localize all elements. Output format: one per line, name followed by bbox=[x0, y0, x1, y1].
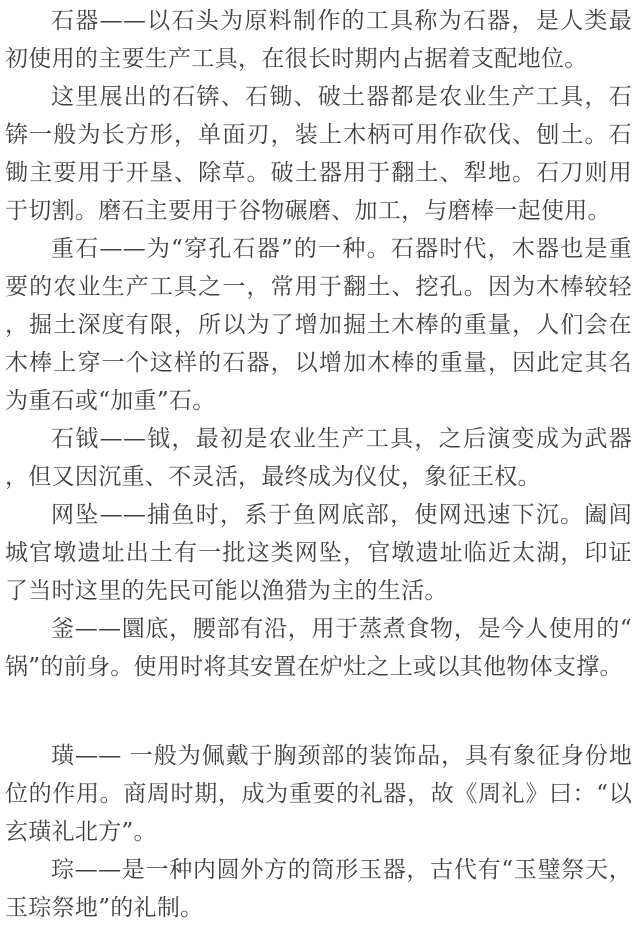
paragraph-stone-tools-definition: 石器——以石头为原料制作的工具称为石器，是人类最初使用的主要生产工具，在很长时期内占据着支配地位。 bbox=[5, 8, 632, 72]
paragraph-huang-pendant: 璜—— 一般为佩戴于胸颈部的装饰品，具有象征身份地位的作用。商周时期，成为重要的礼器，故《周礼》曰：“以玄璜礼北方”。 bbox=[5, 743, 632, 845]
paragraph-stone-yue-axe: 石钺——钺，最初是农业生产工具，之后演变成为武器，但又因沉重、不灵活，最终成为仪仗，象征王权。 bbox=[5, 426, 632, 490]
paragraph-weight-stone: 重石——为“穿孔石器”的一种。石器时代，木器也是重要的农业生产工具之一，常用于翻土、挖孔。因为木棒较轻，掘土深度有限，所以为了增加掘土木棒的重量，人们会在木棒上穿一个这样的石器，以增加木棒的重量，因此定其名为重石或“加重”石。 bbox=[5, 236, 632, 414]
paragraph-net-sinker: 网坠——捕鱼时，系于鱼网底部，使网迅速下沉。阖闾城官墩遗址出土有一批这类网坠，官墩遗址临近太湖，印证了当时这里的先民可能以渔猎为主的生活。 bbox=[5, 502, 632, 604]
paragraph-cong-jade: 琮——是一种内圆外方的筒形玉器，古代有“玉璧祭天，玉琮祭地”的礼制。 bbox=[5, 857, 632, 921]
paragraph-fu-cauldron: 釜——圜底，腰部有沿，用于蒸煮食物，是今人使用的“锅”的前身。使用时将其安置在炉灶之上或以其他物体支撑。 bbox=[5, 616, 632, 680]
paragraph-exhibited-farming-tools: 这里展出的石锛、石锄、破土器都是农业生产工具，石锛一般为长方形，单面刃，装上木柄可用作砍伐、刨土。石锄主要用于开垦、除草。破土器用于翻土、犁地。石刀则用于切割。磨石主要用于谷物碾磨、加工，与磨棒一起使用。 bbox=[5, 84, 632, 224]
